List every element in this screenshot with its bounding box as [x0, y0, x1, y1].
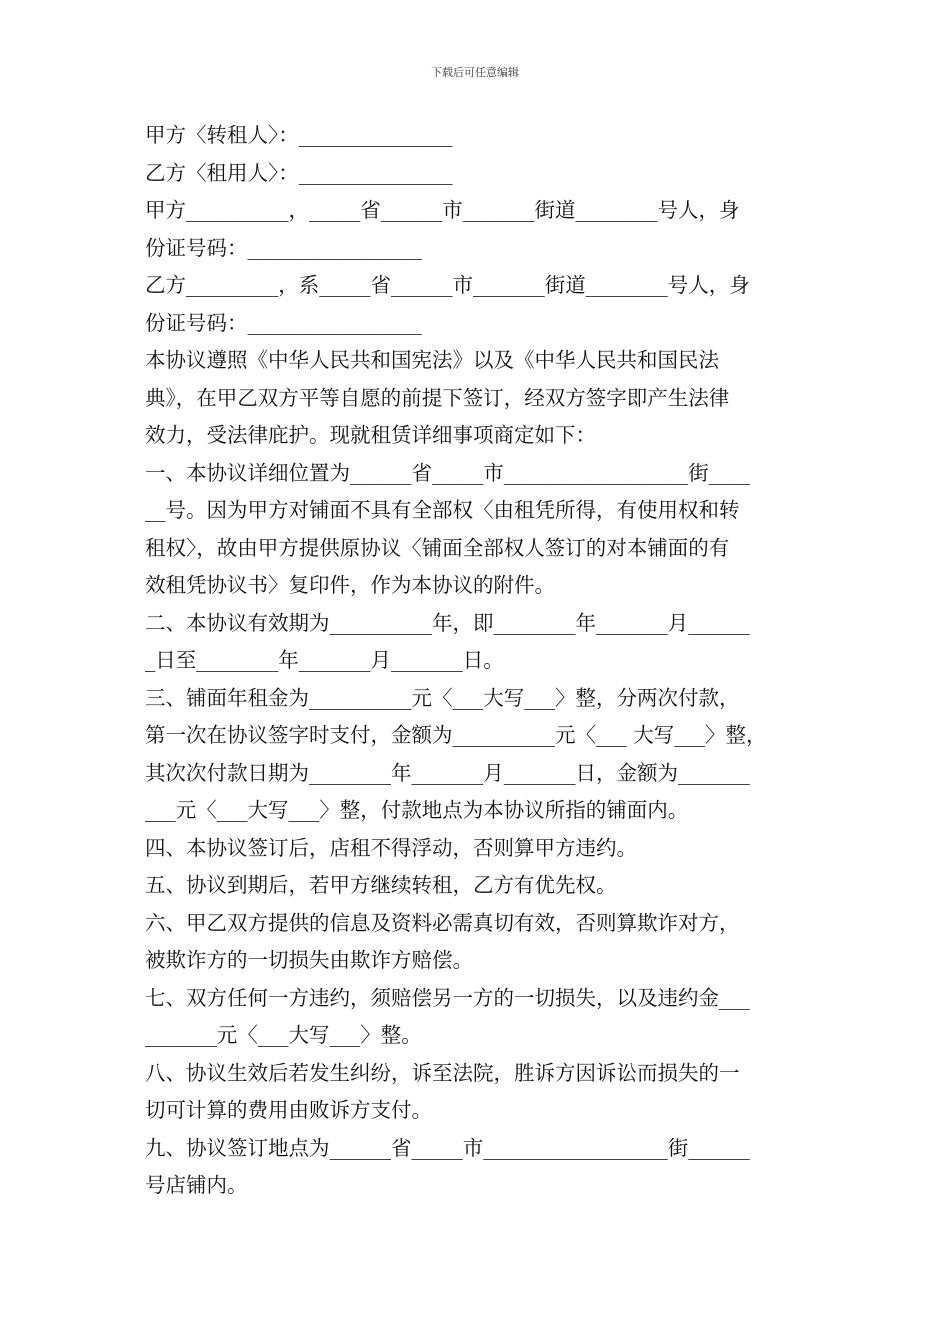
text-line: 效力，受法律庇护。现就租赁详细事项商定如下： [145, 423, 596, 447]
text-line: 一、本协议详细位置为______省_____市__________________街____ [145, 460, 750, 485]
text-line: 切可计算的费用由败诉方支付。 [145, 1098, 432, 1122]
text-line: 份证号码：_________________ [145, 310, 422, 335]
text-line: 本协议遵照《中华人民共和国宪法》以及《中华人民共和国民法 [145, 348, 719, 372]
text-line: 三、铺面年租金为__________元〈___大写___〉整，分两次付款， [145, 685, 740, 710]
text-line: 甲方〈转租人〉：_______________ [145, 123, 453, 147]
text-line: 号店铺内。 [145, 1173, 248, 1197]
text-line: ___元〈___大写___〉整，付款地点为本协议所指的铺面内。 [145, 798, 689, 822]
text-line: _______元〈___大写___〉整。 [145, 1023, 422, 1047]
text-line: 租权〉，故由甲方提供原协议〈铺面全部权人签订的对本铺面的有 [145, 535, 730, 560]
text-line: 甲方__________，_____省______市_______街道________号人，身 [145, 198, 740, 222]
text-line: 典》，在甲乙双方平等自愿的前提下签订，经双方签字即产生法律 [145, 385, 730, 410]
text-line: __号。因为甲方对铺面不具有全部权〈由租凭所得，有使用权和转 [145, 498, 740, 522]
text-line: 份证号码：_________________ [145, 235, 422, 260]
text-line: 其次次付款日期为________年_______月_______日，金额为_______ [145, 760, 750, 785]
text-line: 效租凭协议书〉复印件，作为本协议的附件。 [145, 573, 555, 597]
text-line: 二、本协议有效期为__________年，即________年_______月______ [145, 610, 750, 635]
text-line: 乙方_________，系_____省______市_______街道________号人，身 [145, 273, 750, 297]
text-line: _日至________年_______月_______日。 [145, 648, 504, 672]
text-line: 四、本协议签订后，店租不得浮动，否则算甲方违约。 [145, 835, 637, 860]
document-body [145, 117, 825, 1205]
text-line: 八、协议生效后若发生纠纷，诉至法院，胜诉方因诉讼而损失的一 [145, 1060, 740, 1085]
text-line: 第一次在协议签字时支付，金额为__________元〈___ 大写___〉整， [145, 723, 767, 747]
text-line: 被欺诈方的一切损失由欺诈方赔偿。 [145, 948, 473, 972]
text-line: 五、协议到期后，若甲方继续转租，乙方有优先权。 [145, 873, 617, 897]
text-line: 六、甲乙双方提供的信息及资料必需真切有效，否则算欺诈对方， [145, 910, 740, 935]
text-line: 乙方〈租用人〉：_______________ [145, 160, 453, 185]
text-line: 九、协议签订地点为______省_____市__________________街______ [145, 1135, 750, 1160]
text-line: 七、双方任何一方违约，须赔偿另一方的一切损失，以及违约金___ [145, 985, 750, 1010]
page-header: 下载后可任意编辑 [431, 66, 519, 79]
